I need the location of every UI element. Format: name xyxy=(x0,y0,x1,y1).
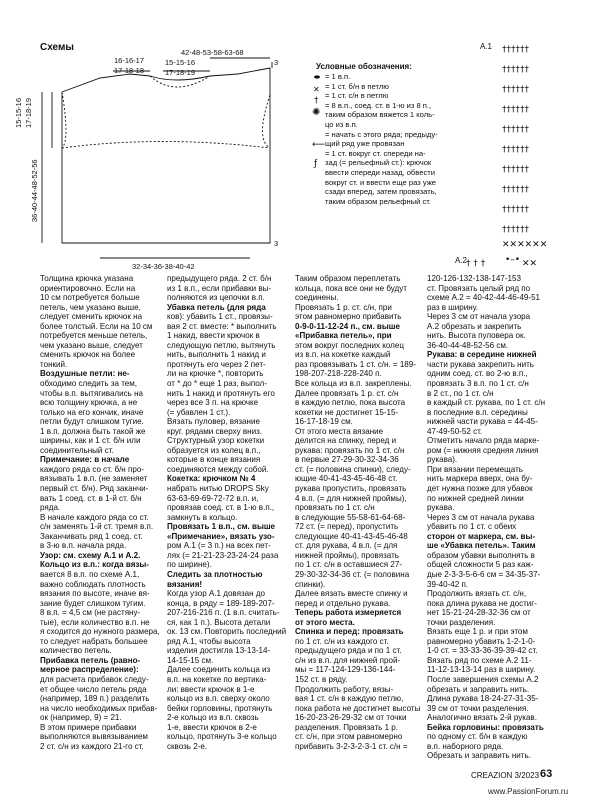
text-line: первый ст. б/н). Ряд заканчи- xyxy=(40,484,149,494)
svg-text:††††††: †††††† xyxy=(502,165,529,175)
dim-neck-right: 15-15-16 xyxy=(165,58,196,67)
text-line: по 1 ст. с/н в оставшиеся 27- xyxy=(295,560,403,570)
legend xyxy=(325,72,438,206)
text-line: 120-126-132-138-147-153 xyxy=(427,274,521,283)
legend-line: цо из в.п. xyxy=(325,119,358,129)
chart-label-a1: A.1 xyxy=(480,42,493,51)
svg-text:††††††: †††††† xyxy=(502,145,529,155)
text-line: Продолжить вязать ст. с/н, xyxy=(427,589,527,599)
text-line: Провязать 1 р. ст. с/н, при xyxy=(295,302,392,312)
text-line: петель, чем указано выше, xyxy=(40,302,141,312)
magazine-name: CREAZION 3/2023 xyxy=(471,771,540,780)
svg-text:††††††: †††††† xyxy=(502,105,529,115)
text-line: лях (= 21-21-23-23-24-24 раза xyxy=(167,550,279,560)
text-line: общей сложности 5 раз каж- xyxy=(427,560,534,570)
text-line: рукава). xyxy=(427,455,458,465)
text-column-3 xyxy=(295,274,421,751)
svg-text:⟵: ⟵ xyxy=(312,140,325,150)
text-line: для расчета прибавок следу- xyxy=(40,674,149,684)
legend-line: ввести спереди назад, обвести xyxy=(325,167,435,177)
svg-text:††††††: †††††† xyxy=(502,45,529,55)
text-line: набрать нитью DROPS Sky xyxy=(167,484,269,494)
dim-left-vert-2: 17-18-19 xyxy=(24,97,33,128)
text-line: От этого места вязание xyxy=(295,426,384,436)
svg-text:††††††: †††††† xyxy=(502,85,529,95)
text-line: схеме А.2 = 40-42-44-46-49-51 xyxy=(427,293,541,303)
text-line: вая 2 ст. вместе: * выполнить xyxy=(167,321,277,331)
text-line: через все 3 п. на крючке xyxy=(167,398,259,408)
text-line: В начале каждого ряда со ст. xyxy=(40,512,149,522)
text-line: 63-63-69-69-72-72 в.п. и, xyxy=(167,493,259,503)
svg-text:†: † xyxy=(314,96,319,106)
text-line: следующие 40-41-43-45-46-48 xyxy=(295,531,408,541)
svg-text:††††††: †††††† xyxy=(502,185,529,195)
text-line: равномерно убавить 1-2-1-0- xyxy=(427,636,536,646)
text-line: сторон от маркера, см. вы- xyxy=(427,531,536,541)
text-line: круг. рядами сверху вниз. xyxy=(167,426,263,436)
text-line: кольца, пока все они не будут xyxy=(295,283,407,293)
text-line: вать 1 соед. ст. в 1-й ст. б/н xyxy=(40,493,142,503)
dim-neck-left-2: 17-18-18 xyxy=(114,66,145,75)
text-line: дет нужна позже для убавок xyxy=(427,484,533,494)
text-line: Структурный узор кокетки xyxy=(167,436,265,446)
legend-heading: Условные обозначения: xyxy=(316,62,412,71)
text-line: более толстый. Если на 10 см xyxy=(40,321,153,331)
text-line: раз провязывать 1 ст. с/н. = 189-198-207-218-228-240 п. xyxy=(295,359,416,379)
text-line: я сходится до нужного размера, xyxy=(40,627,160,637)
text-line: соединены. xyxy=(295,293,339,303)
dim-left-vert-3: 36-40-44-48-52-56 xyxy=(30,159,39,222)
text-line: кольцо из в.п. сверху около xyxy=(167,694,270,704)
text-line: потребуется меньше петель, xyxy=(40,331,148,341)
text-line: в последние в.п. середины xyxy=(427,407,528,417)
legend-line: щий ряд уже провязан xyxy=(325,139,405,149)
text-line: в каждый ст. рукава, по 1 ст. с/н xyxy=(427,398,546,408)
text-line: Обрезать и заправить нить. xyxy=(427,751,531,761)
text-line: Прибавка петель (равно- xyxy=(40,655,141,665)
text-line: кокетки не достигнет 15-15- xyxy=(295,407,399,417)
text-line: образуется из колец в.п., xyxy=(167,445,261,455)
text-line: рукава. xyxy=(427,503,455,513)
text-line: убавить по 1 ст. с обеих xyxy=(427,522,517,532)
text-line: петли будут слишком тугие. xyxy=(40,417,144,427)
text-line: 1-е, ввести крючок в 2-е xyxy=(167,722,257,732)
text-line: Бейка горловины: провязать xyxy=(427,722,544,732)
text-line: 16-20-23-26-29-32 см от точки xyxy=(295,713,407,723)
text-line: ше «Убавка петель». Таким xyxy=(427,541,536,551)
text-line: протянуть его через 2 пет- xyxy=(167,359,266,369)
text-line: бейки горловины, протянуть xyxy=(167,703,273,713)
text-line: нить маркера вверх, она бу- xyxy=(427,474,533,484)
text-line: нижней проймы), провязать xyxy=(295,550,399,560)
text-line: (например, 189 п.) разделить xyxy=(40,694,150,704)
text-line: 14-15-15 см. xyxy=(167,655,214,665)
text-line: Через 3 см от начала узора xyxy=(427,312,531,322)
text-line: по нижней средней линии xyxy=(427,493,524,503)
svg-text:† † †: † † † xyxy=(466,259,486,269)
text-line: ст. Провязать целый ряд по xyxy=(427,283,531,293)
legend-line: сзади вперед, затем провязать, xyxy=(325,187,437,197)
legend-line: = 8 в.п., соед. ст. в 1-ю из 8 п., xyxy=(325,100,432,110)
svg-text:ƒ: ƒ xyxy=(314,159,318,169)
text-line: нить. Высота пуловера ок. xyxy=(427,331,526,341)
text-line: от * до * еще 1 раз, выпол- xyxy=(167,379,267,389)
legend-line: = 1 ст. с/н в петлю xyxy=(325,91,389,101)
text-line: 29-30-32-34-36 ст. (= половина xyxy=(295,569,410,579)
text-line: 1 в.п. должна быть такой же xyxy=(40,426,146,436)
text-line: 72 ст. (= перед), пропустить xyxy=(295,522,399,532)
text-line: провязав соед. ст. в 1-ю в.п., xyxy=(167,503,275,513)
text-line: ок (например, 9) = 21. xyxy=(40,713,122,723)
text-line: Далее провязать 1 р. ст. с/н xyxy=(295,388,399,398)
svg-text:•–•: •–• xyxy=(505,255,521,265)
text-line: в первые 27-29-30-32-34-36 xyxy=(295,455,399,465)
text-line: чтобы в.п. вытягивались на xyxy=(40,388,143,398)
text-line: тые), если количество в.п. не xyxy=(40,617,150,627)
schematic-diagram xyxy=(0,0,592,272)
legend-line: вокруг ст. и ввести еще раз уже xyxy=(325,177,437,187)
text-line: по ширине). xyxy=(167,560,212,570)
text-line: ет общее число петель ряда xyxy=(40,684,147,694)
text-line: полняются из цепочки в.п. xyxy=(167,293,265,303)
text-line: Провязать 1 в.п., см. выше xyxy=(167,522,276,532)
text-line: 4 в.п. (= для нижней проймы), xyxy=(295,493,407,503)
text-line: ряд А.1, чтобы высота xyxy=(167,636,251,646)
text-line: «Примечание», вязать узо- xyxy=(167,531,275,541)
text-line: Спинка и перед: провязать xyxy=(295,627,404,637)
text-line: провязать 3 в.п. по 1 ст. с/н xyxy=(427,379,529,389)
text-line: Заканчивать ряд 1 соед. ст. xyxy=(40,531,143,541)
text-line: сквозь 2-е. xyxy=(167,741,208,751)
text-line: Вязать ряд по схеме А.2 11- xyxy=(427,655,532,665)
svg-text:✕: ✕ xyxy=(313,85,320,94)
text-line: Вязать еще 1 р. и при этом xyxy=(427,627,528,637)
text-line: (= убавлен 1 ст.). xyxy=(167,407,231,417)
text-line: ст. (= половина спинки), следу- xyxy=(295,464,411,474)
text-line: в каждую петлю, пока высота xyxy=(295,398,406,408)
text-column-4 xyxy=(427,274,557,761)
text-line: замкнуть в кольцо. xyxy=(167,512,238,522)
text-line: ширины, как и 1 ст. б/н или xyxy=(40,436,141,446)
dim-side-3a: 3 xyxy=(274,58,279,67)
text-line: в 3-ю в.п. начала ряда. xyxy=(40,541,127,551)
text-line: 16-17-18-19 см. xyxy=(295,417,353,427)
text-line: Далее соединить кольца из xyxy=(167,665,271,675)
text-line: ориентировочно. Если на xyxy=(40,283,136,293)
text-line: ром А.1 (= 3 п.) на всех пет- xyxy=(167,541,271,551)
page-title: Схемы xyxy=(40,42,74,53)
text-line: 11-12-13-13-14 раз в ширину. xyxy=(427,665,536,675)
text-line: мы = 117-124-129-136-144- xyxy=(295,665,396,675)
legend-line: таким образом вяжется 1 коль- xyxy=(325,110,435,120)
svg-text:††††††: †††††† xyxy=(502,125,529,135)
text-column-2 xyxy=(167,274,291,751)
text-line: 0-9-0-11-12-24 п., см. выше xyxy=(295,321,400,331)
text-line: 207-216-216 п. (1 в.п. считать- xyxy=(167,608,280,618)
text-line: конца, в ряду = 189-189-207- xyxy=(167,598,275,608)
text-line: ли на крючке *, повторить xyxy=(167,369,264,379)
text-line: 8 в.п. = 4,5 см (не растяну- xyxy=(40,608,141,618)
text-line: дые 2-3-3-5-6-6 см = 34-35-37- xyxy=(427,569,541,579)
svg-text:††††††: †††††† xyxy=(502,65,529,75)
text-line: рукава: провязать по 1 ст. с/н xyxy=(295,445,405,455)
text-line: количество петель. xyxy=(40,646,112,656)
text-line: точки разделения. xyxy=(427,617,496,627)
text-line: 39 см от точки разделения. xyxy=(427,703,529,713)
text-line: обходимо следить за тем, xyxy=(40,379,138,389)
text-line: следует сменить крючок на xyxy=(40,312,143,322)
text-line: зание будет слишком тугим. xyxy=(40,598,146,608)
text-line: провязать по 1 ст. с/н xyxy=(295,503,375,513)
legend-line: таким образом рельефный ст. xyxy=(325,196,431,206)
dim-bottom-width: 32-34-36-38-40-42 xyxy=(132,262,195,271)
text-line: от этого места. xyxy=(295,617,355,627)
watermark: www.PassionForum.ru xyxy=(488,787,569,796)
text-line: 1 накид, ввести крючок в xyxy=(167,331,260,341)
text-line: Толщина крючка указана xyxy=(40,274,134,283)
text-line: «Прибавка петель», при xyxy=(295,331,392,341)
legend-line: = 1 ст. вокруг ст. спереди на- xyxy=(325,148,426,158)
text-line: нет 15-21-24-28-32-36 см от xyxy=(427,608,531,618)
text-line: рукава пропустить, провязать xyxy=(295,484,407,494)
text-line: Длина рукава 18-24-27-31-35- xyxy=(427,694,539,704)
text-line: Теперь работа измеряется xyxy=(295,608,402,618)
svg-text:††††††: †††††† xyxy=(502,225,529,235)
text-line: по 1 ст. с/н из каждого ст. xyxy=(295,636,389,646)
text-line: ок. 13 см. Повторить последний xyxy=(167,627,287,637)
text-line: одним соед. ст. во 2-ю в.п., xyxy=(427,369,528,379)
text-line: 1-0 ст. = 33-33-36-39-39-42 ст. xyxy=(427,646,538,656)
text-line: из 1 в.п., если прибавки вы- xyxy=(167,283,272,293)
text-line: чем указано выше, следует xyxy=(40,340,143,350)
text-line: Воздушные петли: не- xyxy=(40,369,130,379)
text-line: важно соблюдать плотность xyxy=(40,579,146,589)
text-line: Аналогично вязать 2-й рукав. xyxy=(427,713,537,723)
text-line: нить, выполнить 1 накид и xyxy=(167,350,266,360)
text-line: перед и отдельно рукава. xyxy=(295,598,391,608)
text-line: с/н заменять 1-й ст. тремя в.п. xyxy=(40,522,154,532)
text-line: ся, как 1 п.). Высота детали xyxy=(167,617,271,627)
text-line: Через 3 см от начала рукава xyxy=(427,512,535,522)
text-line: мерное распределение): xyxy=(40,665,139,675)
text-line: вязания по высоте, иначе вя- xyxy=(40,589,150,599)
text-line: ющие 40-41-43-45-46-48 ст. xyxy=(295,474,398,484)
text-line: кольцо, протянуть 3-е кольцо xyxy=(167,732,277,742)
text-line: в 2 ст., по 1 ст. с/н xyxy=(427,388,494,398)
text-line: нить 1 накид и протянуть его xyxy=(167,388,275,398)
text-line: в следующие 55-58-61-64-68- xyxy=(295,512,406,522)
dim-neck-right-2: 17-18-19 xyxy=(165,68,196,77)
legend-line: = 1 ст. б/н в петлю xyxy=(325,81,389,91)
text-line: предыдущего ряда. 2 ст. б/н xyxy=(167,274,272,283)
svg-text:✕✕✕✕✕✕: ✕✕✕✕✕✕ xyxy=(502,240,548,250)
text-line: в.п. наборного ряда. xyxy=(427,741,504,751)
text-line: После завершения схемы А.2 xyxy=(427,674,539,684)
text-line: этом вокруг последних колец xyxy=(295,340,404,350)
text-line: Кольцо из в.п.: когда вязы- xyxy=(40,560,149,570)
text-line: которые в конце вязания xyxy=(167,455,261,465)
text-line: раз в ширину. xyxy=(427,302,479,312)
text-line: соединительный ст. xyxy=(40,445,114,455)
text-line: обрезать и заправить нить. xyxy=(427,684,530,694)
text-line: предыдущего ряда и по 1 ст. xyxy=(295,646,402,656)
text-line: соединяются между собой. xyxy=(167,464,269,474)
text-line: 47-49-50-52 ст. xyxy=(427,426,483,436)
text-line: вязания! xyxy=(167,579,203,589)
svg-text:✺: ✺ xyxy=(312,107,321,118)
text-line: Продолжить работу, вязы- xyxy=(295,684,394,694)
text-column-1 xyxy=(40,274,165,751)
text-line: пока работа не достигнет высоты xyxy=(295,703,421,713)
text-line: в.п. на кокетке по вертика- xyxy=(167,674,267,684)
svg-text:✕✕: ✕✕ xyxy=(522,259,538,269)
text-line: 2 ст. с/н из каждого 21-го ст. xyxy=(40,741,144,751)
text-line: вается 8 в.п. по схеме А.1, xyxy=(40,569,140,579)
text-line: Убавка петель (для ряда xyxy=(167,302,266,312)
chart-label-a2: A.2 xyxy=(455,256,468,265)
text-line: нижней части рукава = 44-45- xyxy=(427,417,538,427)
text-line: Кокетка: крючком № 4 xyxy=(167,474,256,484)
page-number: 63 xyxy=(540,768,553,780)
text-line: выполняются вывязыванием xyxy=(40,732,148,742)
text-line: Когда узор А.1 довязан до xyxy=(167,589,265,599)
text-line: делится на спинку, перед и xyxy=(295,436,397,446)
text-line: Отметить начало ряда марке- xyxy=(427,436,540,446)
text-line: Все кольца из в.п. закреплены. xyxy=(295,379,412,389)
text-line: по одному ст. б/н в каждую xyxy=(427,732,528,742)
text-line: Рукава: в середине нижней xyxy=(427,350,537,360)
text-line: только на его кончик, иначе xyxy=(40,407,144,417)
legend-line: = начать с этого ряда; предыду- xyxy=(325,129,438,139)
text-line: этом равномерно прибавить xyxy=(295,312,402,322)
text-line: В этом примере прибавки xyxy=(40,722,137,732)
text-line: следующую петлю, вытянуть xyxy=(167,340,276,350)
text-line: При вязании перемещать xyxy=(427,464,523,474)
text-line: Примечание: в начале xyxy=(40,455,130,465)
text-line: ст. с/н, при этом равномерно xyxy=(295,732,403,742)
text-line: А.2 обрезать и закрепить xyxy=(427,321,522,331)
text-line: тонкий. xyxy=(40,359,68,369)
dim-width-top: 42-48-53-58-63-68 xyxy=(181,48,244,57)
text-line: ряда. xyxy=(40,503,61,513)
text-line: ков): убавить 1 ст., провязы- xyxy=(167,312,273,322)
text-line: всю толщину крючка, а не xyxy=(40,398,138,408)
text-line: ром (= нижняя средняя линия xyxy=(427,445,539,455)
text-line: 2-е кольцо из в.п. сквозь xyxy=(167,713,259,723)
legend-line: = 1 в.п. xyxy=(325,72,351,81)
text-line: Следить за плотностью xyxy=(167,569,263,579)
text-line: из в.п. на кокетке каждый xyxy=(295,350,391,360)
text-line: Таким образом переплетать xyxy=(295,274,401,283)
text-line: Далее вязать вместе спинку и xyxy=(295,589,408,599)
dim-left-vert-1: 15-15-16 xyxy=(14,97,23,128)
text-line: 39-40-42 п. xyxy=(427,579,469,589)
text-line: ст. для рукава, 4 в.п. (= для xyxy=(295,541,398,551)
text-line: 36-40-44-48-52-56 см. xyxy=(427,340,509,350)
text-line: то следует набрать большее xyxy=(40,636,148,646)
text-line: Вязать пуловер, вязание xyxy=(167,417,260,427)
text-line: на число необходимых прибав- xyxy=(40,703,158,713)
text-line: пока длина рукава не достиг- xyxy=(427,598,537,608)
text-line: Узор: см. схему А.1 и А.2. xyxy=(40,550,141,560)
text-line: 10 см потребуется больше xyxy=(40,293,140,303)
text-line: изделия достигла 13-13-14- xyxy=(167,646,271,656)
dim-side-3b: 3 xyxy=(274,239,279,248)
text-line: прибавить 3-2-3-2-3-1 ст. с/н = xyxy=(295,741,408,751)
text-line: вязывать 1 в.п. (не заменяет xyxy=(40,474,148,484)
text-line: с/н из в.п. для нижней прой- xyxy=(295,655,401,665)
text-line: сменить крючок на более xyxy=(40,350,136,360)
dim-neck-left: 16-16-17 xyxy=(114,56,145,65)
text-line: каждого ряда со ст. б/н про- xyxy=(40,464,144,474)
text-line: спинки). xyxy=(295,579,326,589)
text-line: вая 1 ст. с/н в каждую петлю, xyxy=(295,694,404,704)
text-line: 152 ст. в ряду. xyxy=(295,674,348,684)
text-line: ли: ввести крючок в 1-е xyxy=(167,684,255,694)
legend-line: зад (= рельефный ст.): крючок xyxy=(325,158,432,168)
text-line: разделения. Провязать 1 р. xyxy=(295,722,399,732)
svg-text:††††††: †††††† xyxy=(502,205,529,215)
text-line: части рукава закрепить нить xyxy=(427,359,535,369)
text-line: образом убавки выполнять в xyxy=(427,550,535,560)
